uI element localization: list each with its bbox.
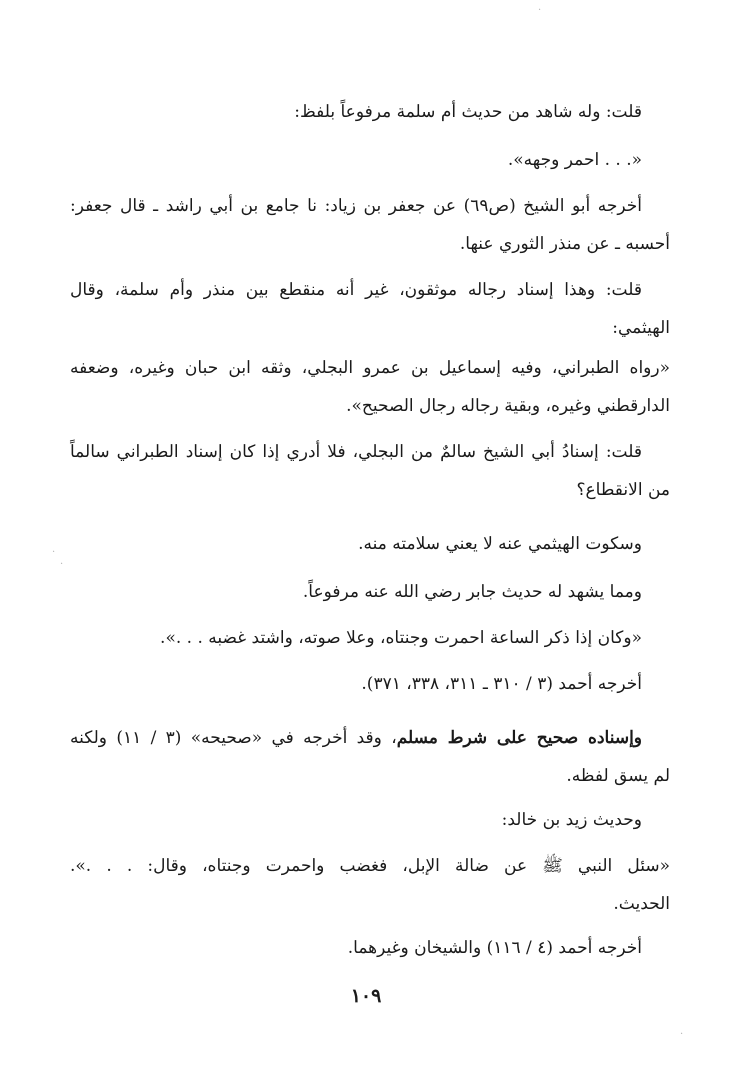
- quote-line: الدارقطني وغيره، وبقية رجاله رجال الصحيح».: [346, 396, 670, 416]
- paragraph-line: ومما يشهد له حديث جابر رضي الله عنه مرفوعاً.: [302, 582, 642, 602]
- scan-speck: ·: [52, 547, 56, 558]
- paragraph-line: قلت: إسنادُ أبي الشيخ سالمٌ من البجلي، فلا أدري إذا كان إسناد الطبراني سالماً: [70, 442, 642, 462]
- scan-speck: ·: [60, 559, 64, 570]
- quote-line: «وكان إذا ذكر الساعة احمرت وجنتاه، وعلا صوته، واشتد غضبه . . .».: [160, 628, 642, 648]
- paragraph-line: أحسبه ـ عن منذر الثوري عنها.: [459, 234, 670, 254]
- paragraph-line: من الانقطاع؟: [576, 480, 670, 500]
- citation-line: أخرجه أحمد (٣ / ٣١٠ ـ ٣١١، ٣٣٨، ٣٧١).: [361, 674, 642, 694]
- book-page: [70, 90, 670, 1020]
- paragraph-line: لم يسق لفظه.: [566, 766, 670, 786]
- paragraph-line: وحديث زيد بن خالد:: [501, 810, 642, 830]
- paragraph-line: الحديث.: [613, 894, 670, 914]
- quote-line: «. . . احمر وجهه».: [507, 150, 642, 170]
- citation-line: أخرجه أحمد (٤ / ١١٦) والشيخان وغيرهما.: [347, 938, 642, 958]
- scan-speck: ·: [680, 1029, 684, 1040]
- quote-line: «رواه الطبراني، وفيه إسماعيل بن عمرو البجلي، وثقه ابن حبان وغيره، وضعفه: [70, 358, 670, 378]
- page-number: ١٠٩: [350, 985, 382, 1007]
- paragraph-line: قلت: وهذا إسناد رجاله موثقون، غير أنه منقطع بين منذر وأم سلمة، وقال: [70, 280, 642, 300]
- paragraph-text: ، وقد أخرجه في «صحيحه» (٣ / ١١) ولكنه: [70, 728, 397, 748]
- paragraph-line: [70, 726, 642, 750]
- bold-phrase: وإسناده صحيح على شرط مسلم: [396, 728, 643, 748]
- paragraph-line: الهيثمي:: [612, 318, 670, 338]
- paragraph-line: وسكوت الهيثمي عنه لا يعني سلامته منه.: [358, 534, 642, 554]
- paragraph-line: قلت: وله شاهد من حديث أم سلمة مرفوعاً بلفظ:: [294, 102, 642, 122]
- quote-line: «سئل النبي ﷺ عن ضالة الإبل، فغضب واحمرت وجنتاه، وقال: . . .».: [70, 856, 670, 876]
- paragraph-line: أخرجه أبو الشيخ (ص٦٩) عن جعفر بن زياد: نا جامع بن أبي راشد ـ قال جعفر:: [70, 196, 642, 216]
- scan-speck: ·: [538, 5, 542, 16]
